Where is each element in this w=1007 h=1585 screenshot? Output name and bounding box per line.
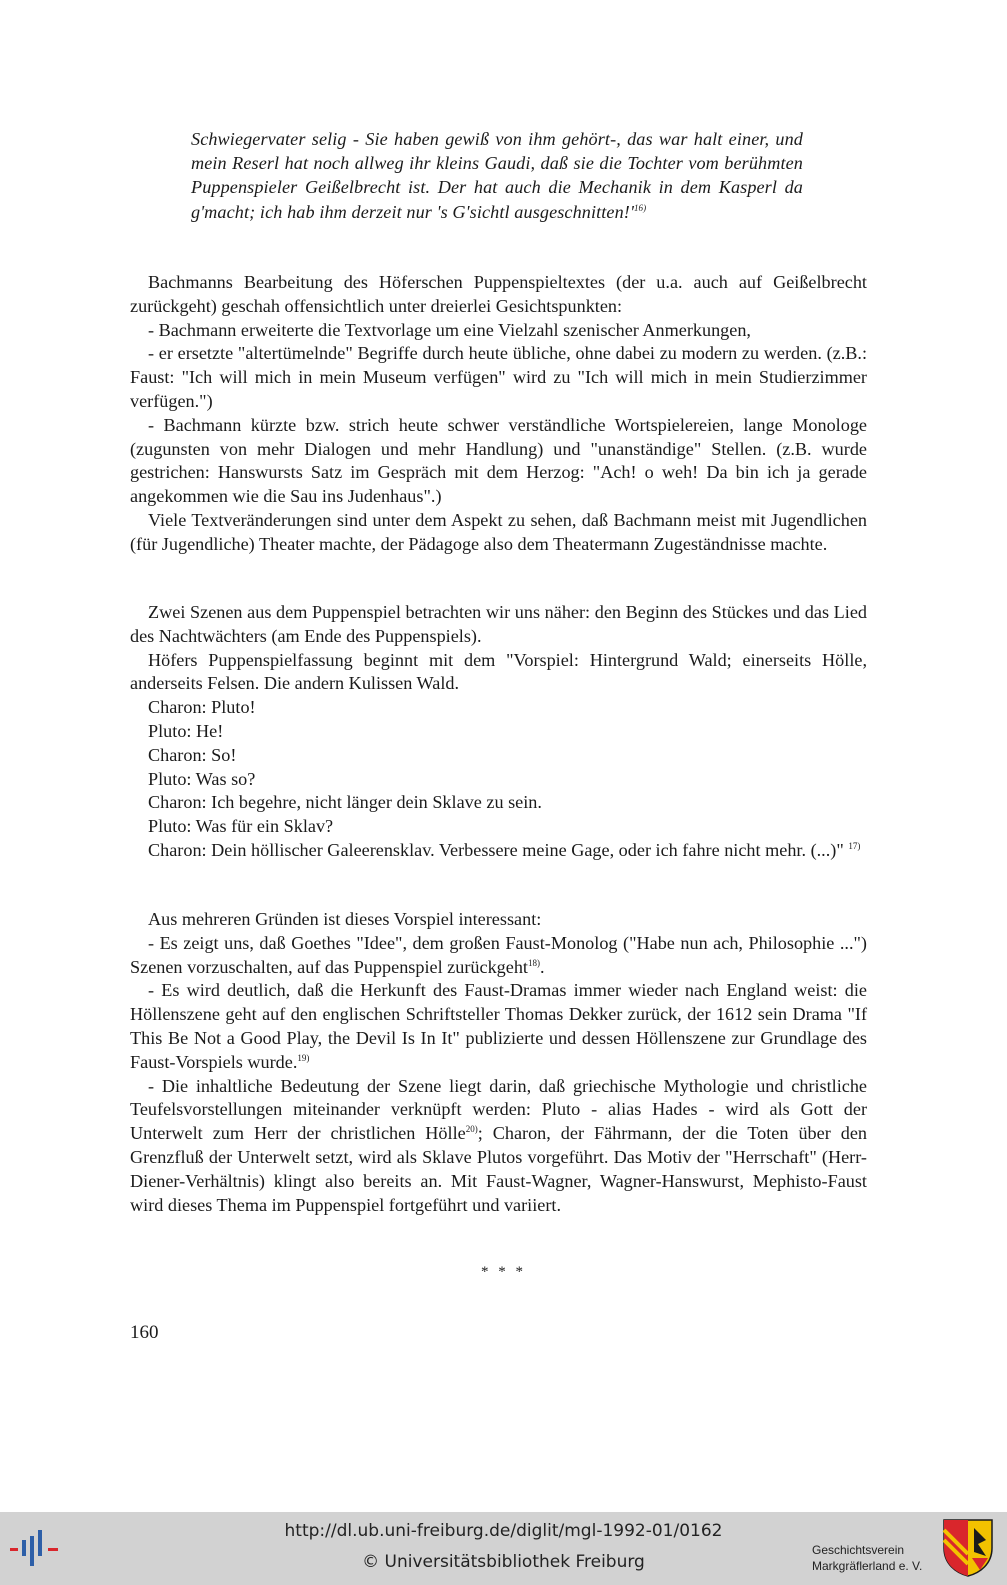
footnote-ref-18: 18) [527, 957, 540, 968]
paragraph: Höfers Puppenspielfassung beginnt mit dem "Vorspiel: Hintergrund Wald; einerseits Hölle, anderseits Felsen. Die andern Kulissen Wald. [130, 649, 867, 694]
society-name-line1: Geschichtsverein [812, 1543, 905, 1557]
list-item [130, 979, 867, 1074]
page-number: 160 [130, 1322, 159, 1343]
list-item-text: - Es zeigt uns, daß Goethes "Idee", dem großen Faust-Monolog ("Habe nun ach, Philosophie ...") Szenen vorzuschalten, auf das Puppenspiel zurückgeht [130, 932, 867, 977]
society-name[interactable] [812, 1542, 922, 1574]
dialog-line: Charon: So! [148, 744, 237, 765]
dialog-lines [130, 696, 867, 839]
list-item [130, 1075, 867, 1218]
block-quote [191, 127, 803, 224]
coat-of-arms-icon[interactable] [942, 1518, 994, 1578]
viewer-footer [0, 1512, 1007, 1585]
list-item: - Bachmann erweiterte die Textvorlage um eine Vielzahl szenischer Anmerkungen, [148, 319, 751, 340]
paragraph: Zwei Szenen aus dem Puppenspiel betrachten wir uns näher: den Beginn des Stückes und das Lied des Nachtwächters (am Ende des Puppenspiels). [130, 602, 867, 646]
list-item-text-cont: ; Charon, der Fährmann, der die Toten über den Grenzfluß der Unterwelt setzt, wird als Sklave Plutos vorgeführt. Das Motiv der "Herrschaft" (Herr-Diener-Verhältnis) klingt also bereits an. Mit Faust-Wagner, Wagner-Hanswurst, Mephisto-Faust wird dieses Thema im Puppenspiel fortgeführt und variiert. [130, 1123, 867, 1215]
list-item: - Bachmann kürzte bzw. strich heute schwer verständliche Wortspielereien, lange Monologe (zugunsten von mehr Dialogen und mehr Handlung) und "unanständige" Stellen. (z.B. wurde gestrichen: Hanswursts Satz im Gespräch mit dem Herzog: "Ach! o weh! Da bin ich ja gerade angekommen wie die Sau ins Judenhaus".) [130, 414, 867, 507]
dialog-line: Pluto: He! [148, 720, 224, 741]
list-item: - er ersetzte "altertümelnde" Begriffe durch heute übliche, ohne dabei zu modern zu werden. (z.B.: Faust: "Ich will mich in mein Museum verfügen" wird zu "Ich will mich in mein Studierzimmer verfügen.") [130, 343, 867, 411]
section-prelude-analysis [130, 908, 867, 1217]
section-scenes [130, 601, 867, 863]
section-bachmann-edits [130, 271, 867, 557]
footnote-ref-20: 20) [465, 1124, 478, 1135]
list-item [130, 932, 867, 980]
paragraph: Aus mehreren Gründen ist dieses Vorspiel interessant: [148, 909, 542, 929]
list-item-text: - Es wird deutlich, daß die Herkunft des Faust-Dramas immer wieder nach England weist: die Höllenszene geht auf den englischen Schriftsteller Thomas Dekker zurück, der 1612 sein Drama "If This Be Not a Good Play, the Devil Is In It" publizierte und dessen Höllenszene zur Grundlage des Faust-Vorspiels wurde. [130, 980, 867, 1072]
dialog-line-last [130, 839, 867, 863]
paragraph: Viele Textveränderungen sind unter dem Aspekt zu sehen, daß Bachmann meist mit Jugendlichen (für Jugendliche) Theater machte, der Pädagoge also dem Theatermann Zugeständnisse machte. [130, 509, 867, 554]
society-name-line2: Markgräflerland e. V. [812, 1559, 923, 1573]
section-separator: * * * [481, 1264, 526, 1280]
paragraph: Bachmanns Bearbeitung des Höferschen Puppenspieltextes (der u.a. auch auf Geißelbrecht zurückgeht) geschah offensichtlich unter dreierlei Gesichtspunkten: [130, 272, 867, 316]
dialog-line: Pluto: Was für ein Sklav? [148, 816, 334, 837]
dialog-line: Charon: Ich begehre, nicht länger dein Sklave zu sein. [148, 792, 542, 813]
dialog-line-text: Charon: Dein höllischer Galeerensklav. Verbessere meine Gage, oder ich fahre nicht mehr. (...)" [148, 839, 844, 860]
quote-text: Schwiegervater selig - Sie haben gewiß von ihm gehört-, das war halt einer, und mein Reserl hat noch allweg ihr kleins Gaudi, daß sie die Tochter vom berühmten Puppenspieler Geißelbrecht ist. Der hat auch die Mechanik in dem Kasperl da g'macht; ich hab ihm derzeit nur 's G'sichtl ausgeschnitten!' [191, 129, 803, 222]
footnote-ref-16: 16) [633, 202, 647, 213]
dialog-line: Pluto: Was so? [148, 768, 256, 789]
permalink-url[interactable]: http://dl.ub.uni-freiburg.de/diglit/mgl-1992-01/0162 [284, 1521, 723, 1541]
list-item-end: . [539, 956, 545, 977]
copyright-notice: © Universitätsbibliothek Freiburg [362, 1552, 645, 1572]
list-item-text: - Die inhaltliche Bedeutung der Szene liegt darin, daß griechische Mythologie und christliche Teufelsvorstellungen miteinander verknüpft werden: Pluto - alias Hades - wird als Gott der Unterwelt zum Herr der christlichen Hölle [130, 1075, 867, 1144]
dialog-line: Charon: Pluto! [148, 697, 256, 718]
footnote-ref-17: 17) [848, 840, 861, 851]
footnote-ref-19: 19) [297, 1052, 310, 1063]
